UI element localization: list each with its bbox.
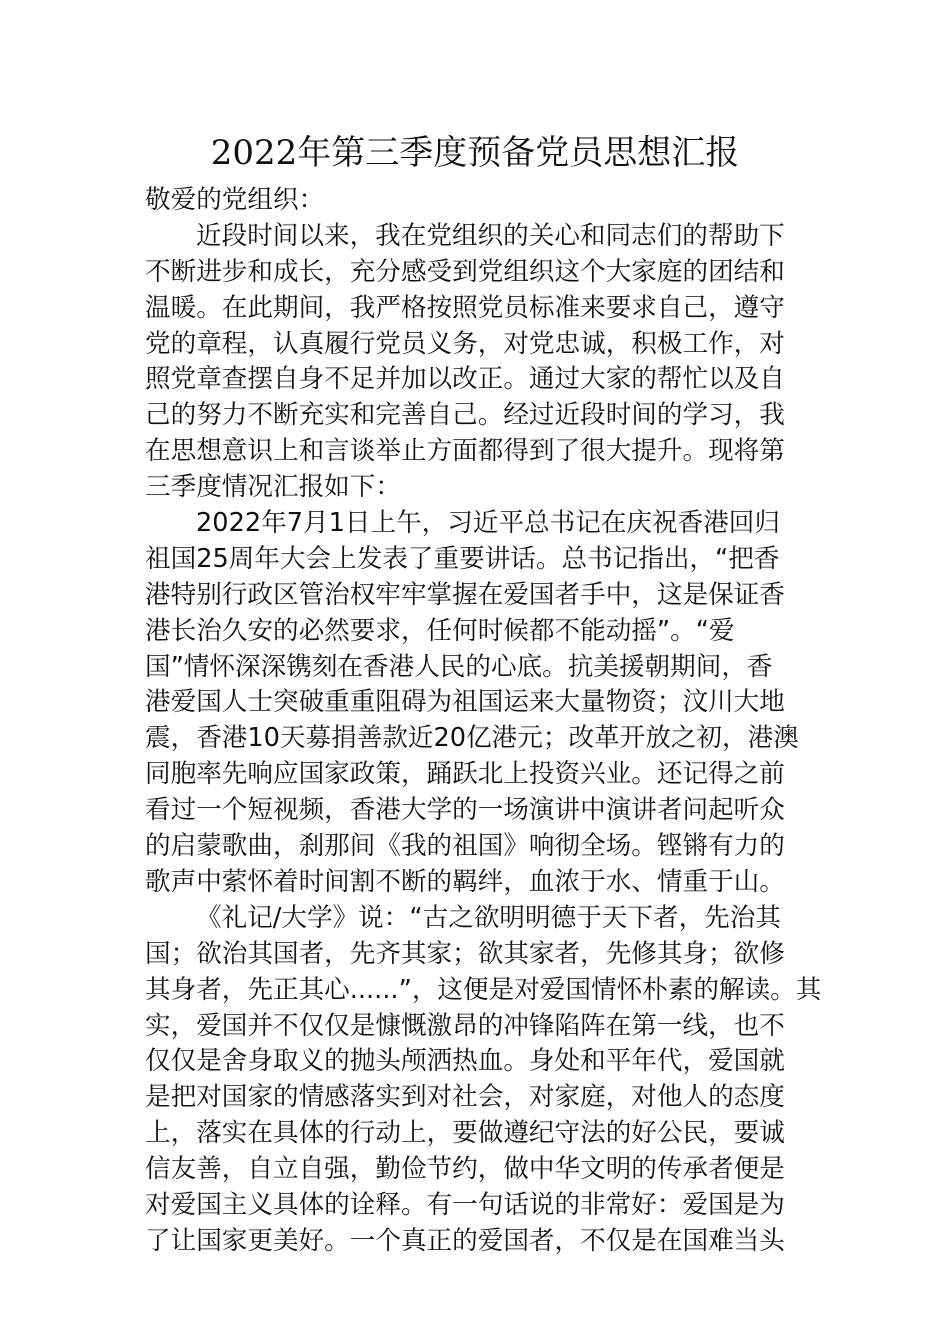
paragraph-line: 实，爱国并不仅仅是慷慨激昂的冲锋陷阵在第一线，也不 (145, 1010, 785, 1041)
paragraph-line: 上，落实在具体的行动上，要做遵纪守法的好公民，要诚 (145, 1118, 785, 1149)
paragraph-line: 对爱国主义具体的诠释。有一句话说的非常好：爱国是为 (145, 1189, 785, 1220)
paragraph-line: 港爱国人士突破重重阻碍为祖国运来大量物资；汶川大地 (145, 687, 785, 718)
paragraph-1 (145, 219, 805, 506)
paragraph-line: 港长治久安的必然要求，任何时候都不能动摇”。“爱 (145, 615, 735, 646)
paragraph-line: 的启蒙歌曲，刹那间《我的祖国》响彻全场。铿锵有力的 (145, 831, 785, 862)
paragraph-line: 党的章程，认真履行党员义务，对党忠诚，积极工作，对 (145, 328, 785, 359)
paragraph-line: 歌声中萦怀着时间割不断的羁绊，血浓于水、情重于山。 (145, 866, 785, 897)
paragraph-line: 不断进步和成长，充分感受到党组织这个大家庭的团结和 (145, 256, 785, 287)
paragraph-line: 《礼记/大学》说：“古之欲明明德于天下者，先治其 (196, 902, 781, 933)
paragraph-2 (145, 506, 805, 901)
paragraph-line: 仅仅是舍身取义的抛头颅洒热血。身处和平年代，爱国就 (145, 1046, 785, 1077)
paragraph-line: 近段时间以来，我在党组织的关心和同志们的帮助下 (196, 220, 785, 251)
paragraph-line: 己的努力不断充实和完善自己。经过近段时间的学习，我 (145, 400, 785, 431)
paragraph-line: 信友善，自立自强，勤俭节约，做中华文明的传承者便是 (145, 1154, 785, 1185)
paragraph-line: 祖国25周年大会上发表了重要讲话。总书记指出，“把香 (145, 543, 780, 574)
paragraph-line: 三季度情况汇报如下： (145, 472, 401, 503)
paragraph-line: 照党章查摆自身不足并加以改正。通过大家的帮忙以及自 (145, 364, 785, 395)
paragraph-line: 同胞率先响应国家政策，踊跃北上投资兴业。还记得之前 (145, 759, 785, 790)
paragraph-line: 是把对国家的情感落实到对社会，对家庭，对他人的态度 (145, 1082, 785, 1113)
paragraph-line: 其身者，先正其心......”，这便是对爱国情怀朴素的解读。其 (145, 974, 822, 1005)
paragraph-line: 在思想意识上和言谈举止方面都得到了很大提升。现将第 (145, 436, 785, 467)
paragraph-line: 看过一个短视频，香港大学的一场演讲中演讲者问起听众 (145, 795, 785, 826)
paragraph-3 (145, 901, 822, 1260)
document-title: 2022年第三季度预备党员思想汇报 (210, 133, 740, 173)
paragraph-line: 震，香港10天募捐善款近20亿港元；改革开放之初，港澳 (145, 723, 799, 754)
paragraph-line: 港特别行政区管治权牢牢掌握在爱国者手中，这是保证香 (145, 579, 785, 610)
paragraph-line: 国；欲治其国者，先齐其家；欲其家者，先修其身；欲修 (145, 938, 785, 969)
paragraph-line: 国”情怀深深镌刻在香港人民的心底。抗美援朝期间，香 (145, 651, 773, 682)
paragraph-line: 了让国家更美好。一个真正的爱国者，不仅是在国难当头 (145, 1225, 785, 1256)
paragraph-line: 2022年7月1日上午，习近平总书记在庆祝香港回归 (196, 508, 780, 539)
paragraph-line: 温暖。在此期间，我严格按照党员标准来要求自己，遵守 (145, 292, 785, 323)
document-body (145, 183, 822, 1260)
salutation: 敬爱的党组织： (145, 185, 325, 215)
